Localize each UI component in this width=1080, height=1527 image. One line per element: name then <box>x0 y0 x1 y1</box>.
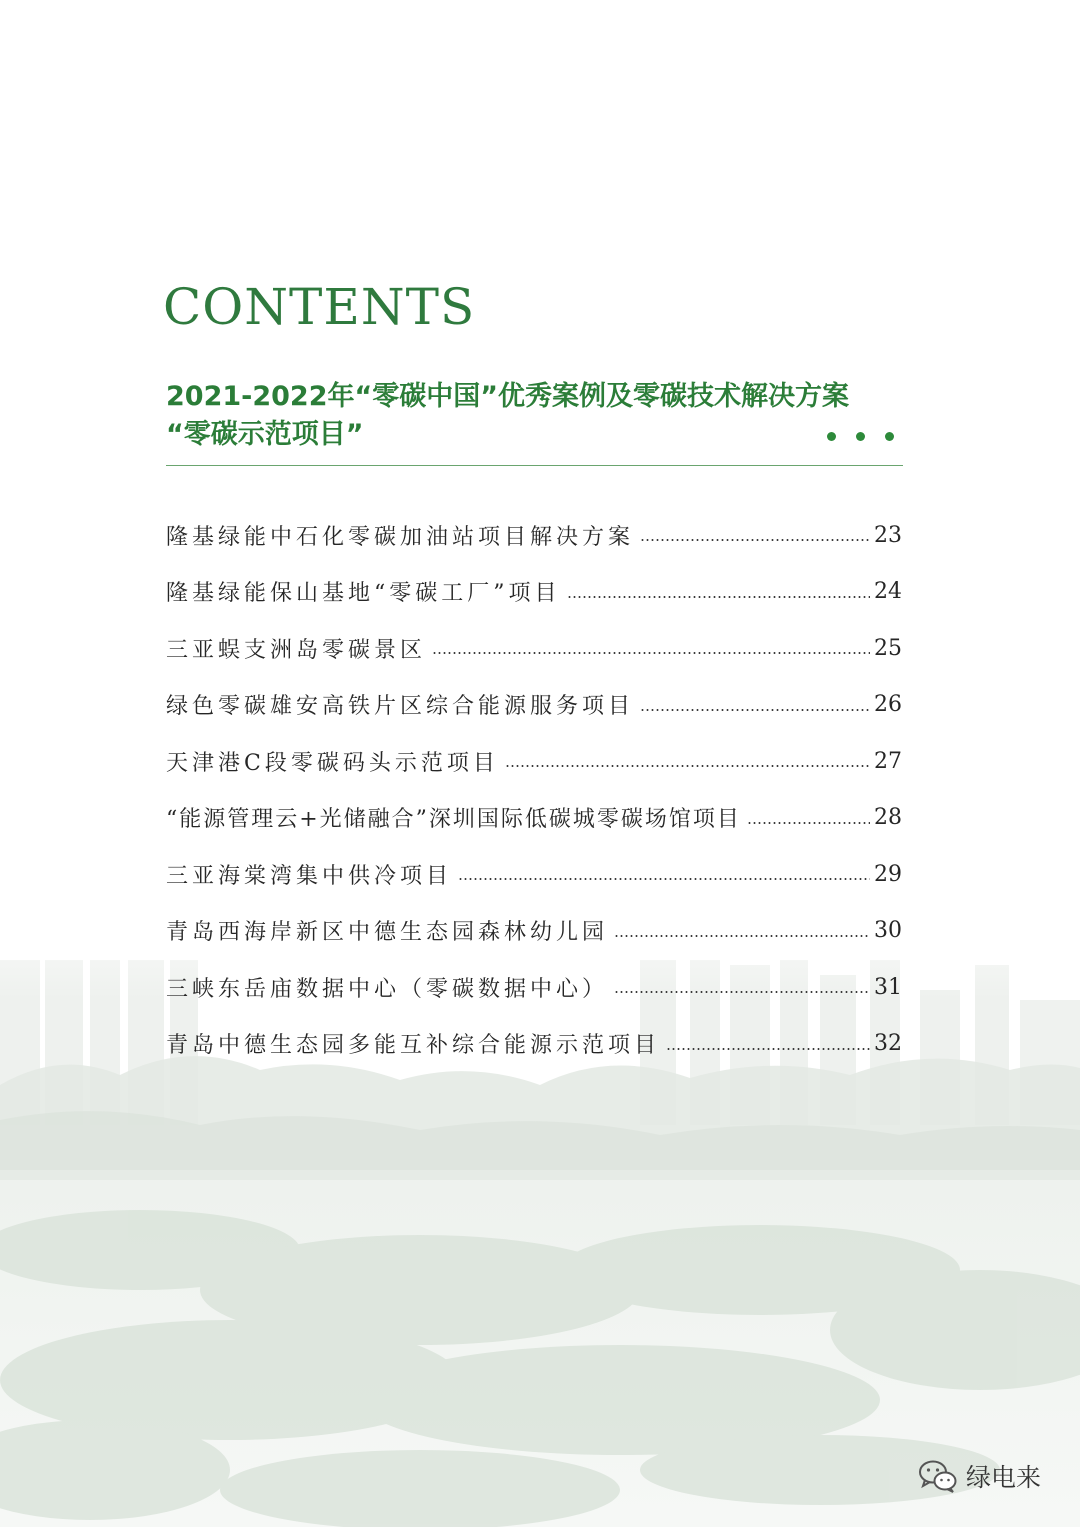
toc-entry-title: 三峡东岳庙数据中心（零碳数据中心） <box>166 976 609 1002</box>
toc-entry[interactable] <box>166 1016 902 1073</box>
dot-leader <box>640 539 870 541</box>
contents-heading: CONTENTS <box>163 278 476 336</box>
subtitle-line-2: “零碳示范项目” <box>166 419 364 450</box>
watermark-text: 绿电来 <box>966 1463 1042 1492</box>
toc-entry-page: 28 <box>874 805 902 831</box>
toc-entry[interactable] <box>166 733 902 790</box>
divider <box>166 465 903 466</box>
dot-leader <box>567 596 871 598</box>
dot-leader <box>640 709 870 711</box>
decorative-dots <box>827 432 894 441</box>
dot-leader <box>666 1048 870 1050</box>
dot-icon <box>856 432 865 441</box>
watermark <box>918 1458 1041 1494</box>
toc-entry-title: 青岛西海岸新区中德生态园森林幼儿园 <box>166 920 609 946</box>
toc-entry-title: 绿色零碳雄安高铁片区综合能源服务项目 <box>166 694 635 720</box>
toc-entry-title: 天津港C段零碳码头示范项目 <box>166 750 499 776</box>
toc-entry-page: 27 <box>874 748 902 774</box>
toc-entry-page: 29 <box>874 861 902 887</box>
toc-entry-title: 三亚海棠湾集中供冷项目 <box>166 863 453 889</box>
section-subtitle <box>166 378 906 454</box>
toc-entry-title: 隆基绿能中石化零碳加油站项目解决方案 <box>166 524 635 550</box>
subtitle-line-1: 2021-2022年“零碳中国”优秀案例及零碳技术解决方案 <box>166 381 849 412</box>
toc-entry-title: 隆基绿能保山基地“零碳工厂”项目 <box>166 581 561 607</box>
dot-leader <box>614 991 870 993</box>
dot-leader <box>614 935 870 937</box>
dot-icon <box>827 432 836 441</box>
toc-entry-page: 32 <box>874 1031 902 1057</box>
toc-entry-page: 23 <box>874 522 902 548</box>
toc-entry[interactable] <box>166 846 902 903</box>
toc-entry[interactable] <box>166 620 902 677</box>
toc-entry[interactable] <box>166 507 902 564</box>
toc-entry-title: 青岛中德生态园多能互补综合能源示范项目 <box>166 1033 661 1059</box>
toc-entry[interactable] <box>166 959 902 1016</box>
toc-entry-page: 25 <box>874 635 902 661</box>
wechat-icon <box>918 1459 958 1493</box>
dot-leader <box>432 652 870 654</box>
dot-leader <box>458 878 870 880</box>
toc-entry-title: 三亚蜈支洲岛零碳景区 <box>166 637 427 663</box>
toc-entry-page: 30 <box>874 918 902 944</box>
toc-entry[interactable] <box>166 790 902 847</box>
toc-entry[interactable] <box>166 677 902 734</box>
toc-entry-page: 26 <box>874 692 902 718</box>
toc-entry-page: 24 <box>874 579 902 605</box>
toc-entry[interactable] <box>166 564 902 621</box>
toc-entry-page: 31 <box>874 974 902 1000</box>
dot-icon <box>885 432 894 441</box>
toc-entry[interactable] <box>166 903 902 960</box>
toc-entry-title: “能源管理云+光储融合”深圳国际低碳城零碳场馆项目 <box>166 807 741 833</box>
dot-leader <box>505 765 870 767</box>
table-of-contents <box>166 507 902 1072</box>
dot-leader <box>747 822 870 824</box>
